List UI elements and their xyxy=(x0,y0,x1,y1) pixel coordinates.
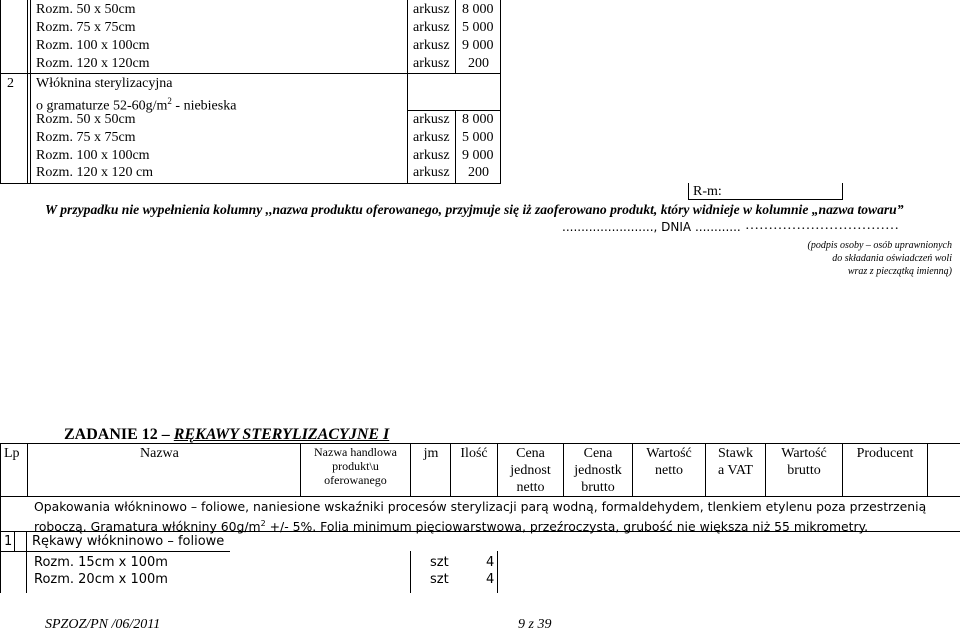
row-qty: 4 xyxy=(486,572,495,587)
row-desc: Rozm. 120 x 120cm xyxy=(36,56,150,71)
row-qty: 5 000 xyxy=(462,20,494,35)
row-qty: 200 xyxy=(468,165,489,180)
row-qty: 8 000 xyxy=(462,112,494,127)
row-unit: arkusz xyxy=(413,2,450,17)
row-unit: szt xyxy=(430,555,449,570)
header-cena-brutto: Cena jednostk brutto xyxy=(574,446,622,495)
row-desc: Rozm. 120 x 120 cm xyxy=(36,165,154,180)
row-unit: szt xyxy=(430,572,449,587)
row-qty: 200 xyxy=(468,56,489,71)
row-desc: Rozm. 75 x 75cm xyxy=(36,20,136,35)
header-wartosc-brutto: Wartość brutto xyxy=(781,446,827,478)
signature-dots: …………………………… xyxy=(745,218,899,233)
item-lp: 2 xyxy=(7,76,14,91)
item-name: Rękawy włókninowo – foliowe xyxy=(32,534,225,549)
item-lp: 1 xyxy=(4,534,13,549)
row-unit: arkusz xyxy=(413,130,450,145)
row-unit: arkusz xyxy=(413,165,450,180)
notice-text: W przypadku nie wypełnienia kolumny ,,nazwa produktu oferowanego, przyjmuje się iż zaoferowano produkt, który widnieje w kolumnie „nazwa towaru” xyxy=(45,202,904,217)
row-qty: 4 xyxy=(486,555,495,570)
header-stawka-vat: Stawk a VAT xyxy=(718,446,753,478)
row-qty: 5 000 xyxy=(462,130,494,145)
row-qty: 9 000 xyxy=(462,148,494,163)
row-unit: arkusz xyxy=(413,56,450,71)
footer-page: 9 z 39 xyxy=(518,617,552,632)
row-desc: Rozm. 20cm x 100m xyxy=(34,572,168,587)
row-unit: arkusz xyxy=(413,148,450,163)
row-unit: arkusz xyxy=(413,20,450,35)
row-unit: arkusz xyxy=(413,112,450,127)
row-qty: 9 000 xyxy=(462,38,494,53)
row-desc: Rozm. 75 x 75cm xyxy=(36,130,136,145)
header-wartosc-netto: Wartość netto xyxy=(646,446,692,478)
product-description: Opakowania włókninowo – foliowe, naniesione wskaźniki procesów sterylizacji parą wodną, formaldehydem, tlenkiem etylenu poza przestrzenią xyxy=(34,499,927,514)
row-qty: 8 000 xyxy=(462,2,494,17)
signature-caption: (podpis osoby – osób uprawnionych do składania oświadczeń woli wraz z pieczątką imienną) xyxy=(807,240,952,277)
header-nazwa: Nazwa xyxy=(140,446,179,461)
footer-code: SPZOZ/PN /06/2011 xyxy=(45,617,161,632)
item-name: Włóknina sterylizacyjna xyxy=(36,76,173,91)
row-desc: Rozm. 15cm x 100m xyxy=(34,555,168,570)
product-description-line2: roboczą. Gramatura włókniny $60g/m^2$ +/- 5%. Folia minimum pięciowarstwowa, przeźroczysta, grubość nie większa niż 55 mikrometry. xyxy=(34,519,869,535)
header-jm: jm xyxy=(423,446,439,461)
row-desc: Rozm. 50 x 50cm xyxy=(36,2,136,17)
task-title: ZADANIE 12 – RĘKAWY STERYLIZACYJNE I xyxy=(64,426,390,443)
header-cena-netto: Cena jednost netto xyxy=(510,446,551,495)
header-lp: Lp xyxy=(4,446,20,461)
header-ilosc: Ilość xyxy=(460,446,488,461)
rm-label: R-m: xyxy=(693,184,722,199)
row-desc: Rozm. 100 x 100cm xyxy=(36,148,150,163)
row-desc: Rozm. 50 x 50cm xyxy=(36,112,136,127)
date-line: ........................, DNIA ............ xyxy=(562,220,741,234)
row-unit: arkusz xyxy=(413,38,450,53)
header-nazwa-handlowa: Nazwa handlowa produkt\u oferowanego xyxy=(314,445,397,487)
header-producent: Producent xyxy=(856,446,914,461)
item-name-line2: o gramaturze $52-60g/m^2$ - niebieska xyxy=(36,96,237,114)
row-desc: Rozm. 100 x 100cm xyxy=(36,38,150,53)
